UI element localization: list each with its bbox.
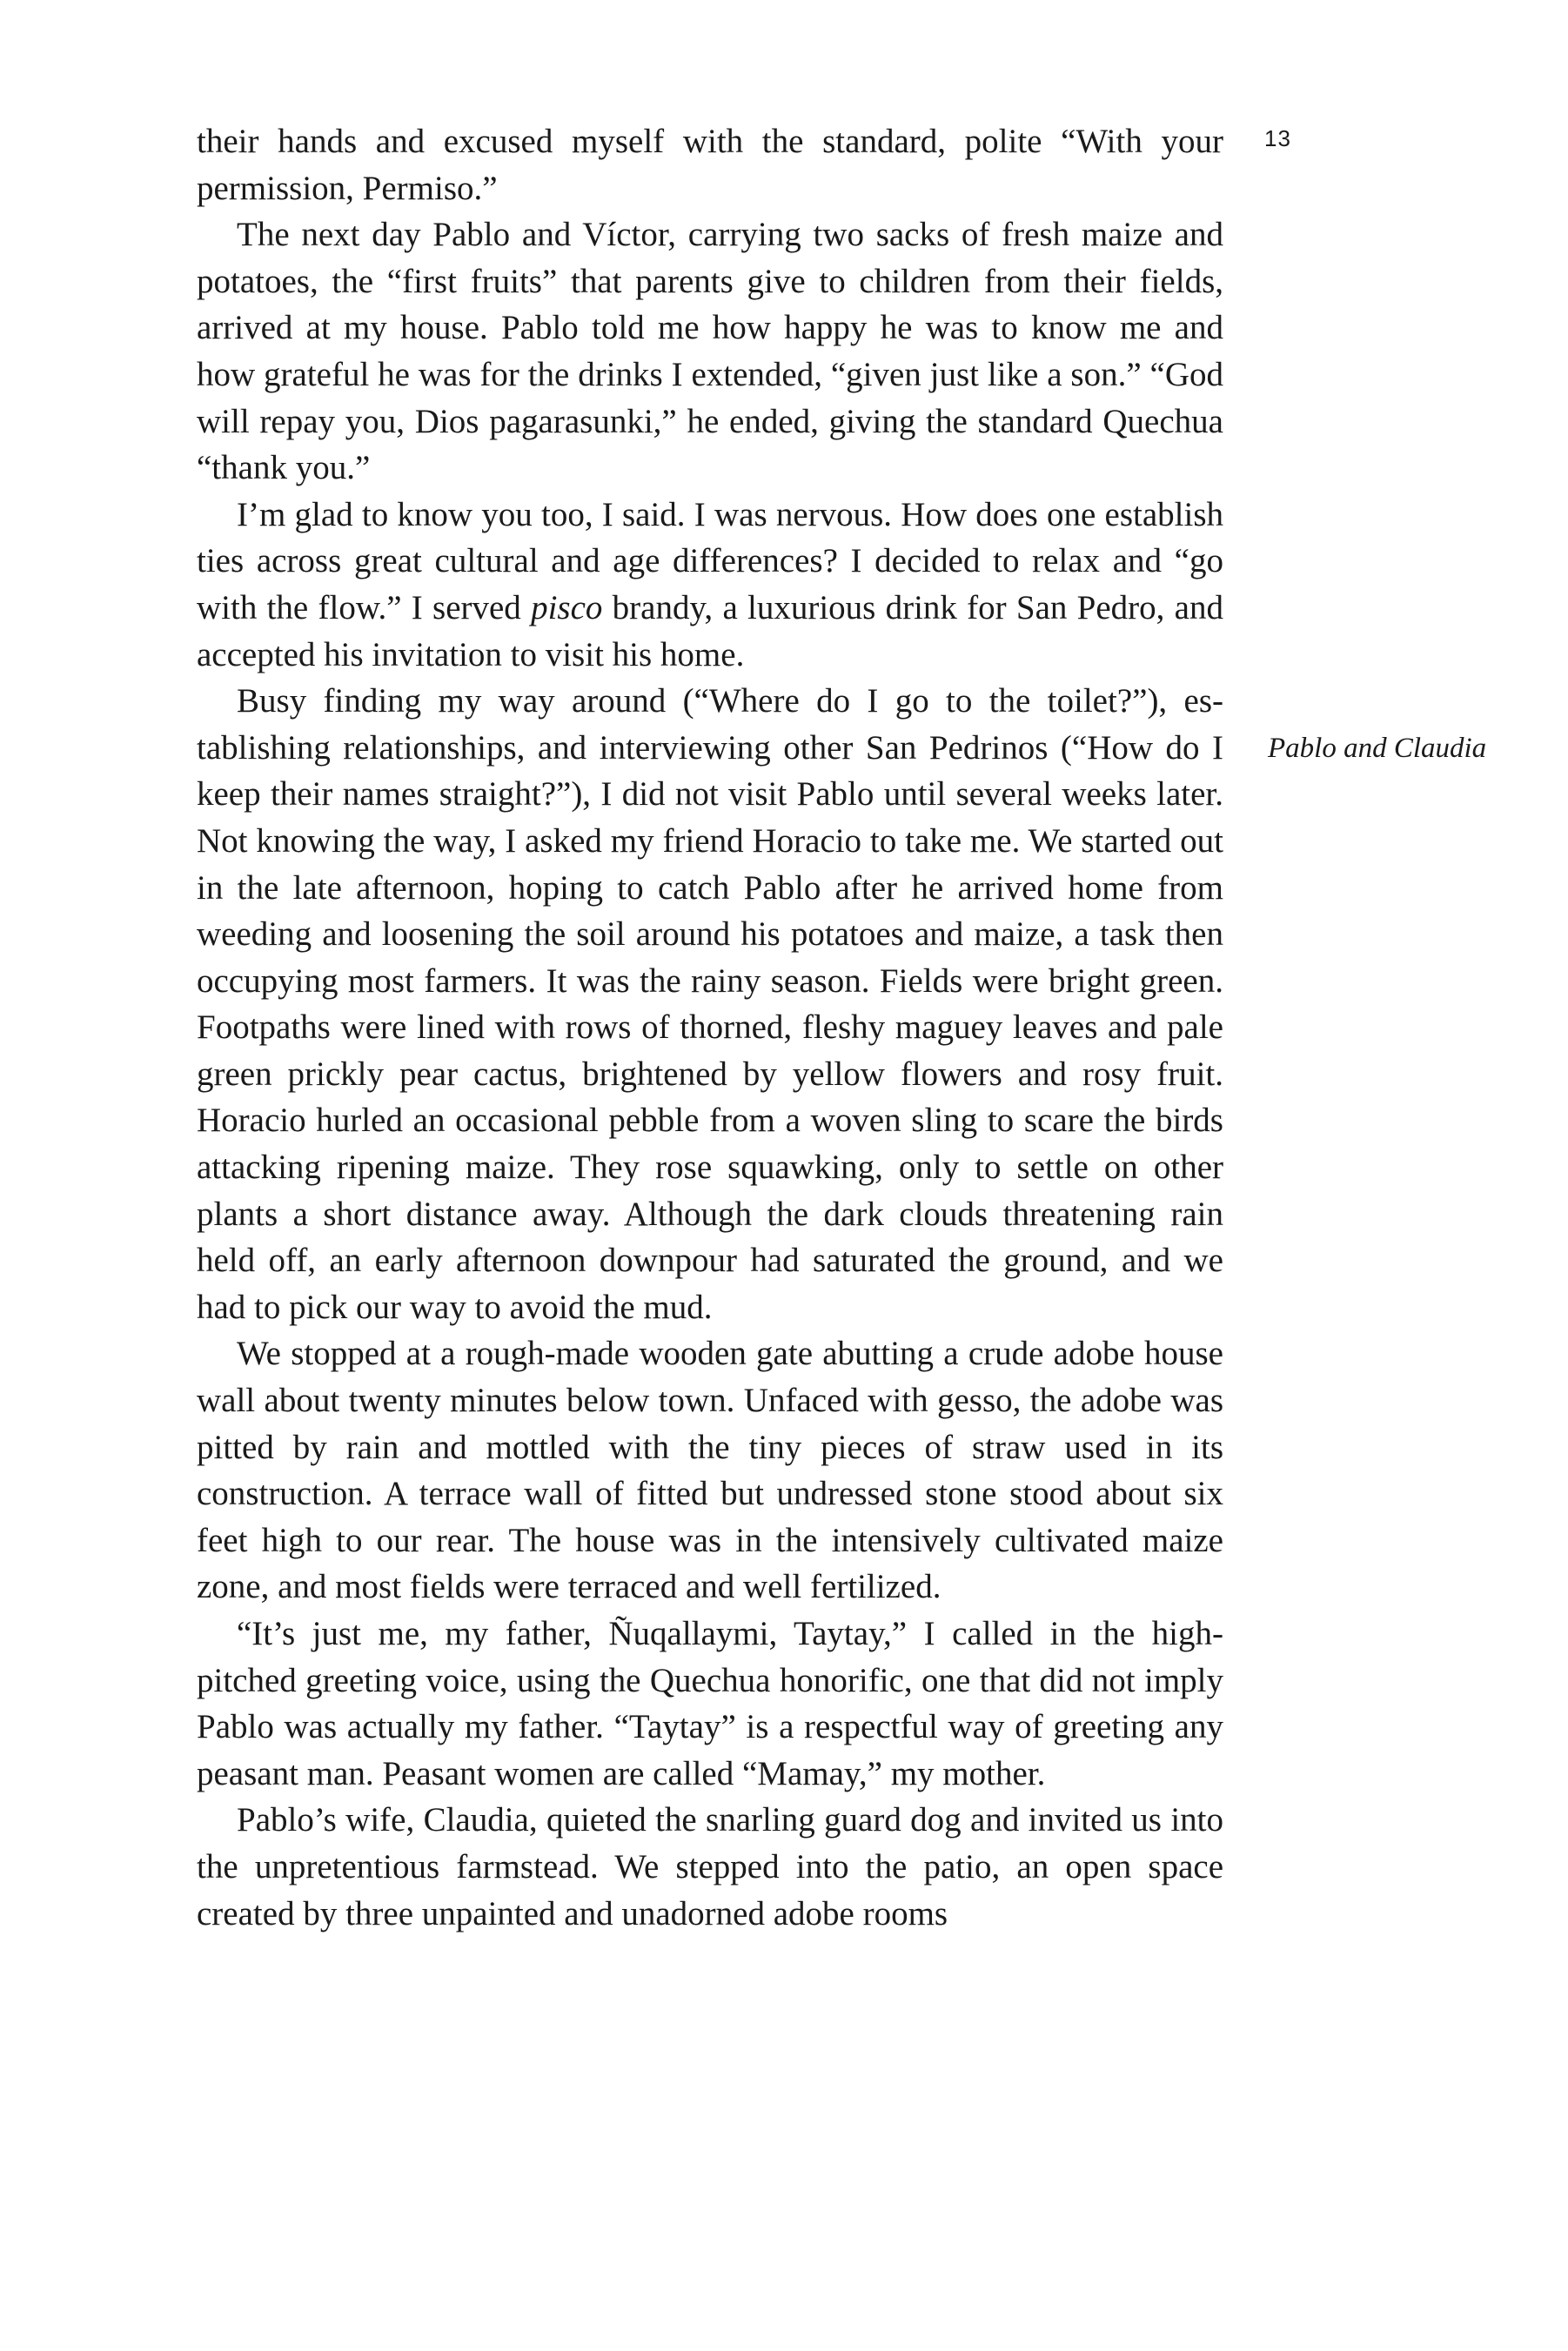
paragraph-1: their hands and excused myself with the standard, polite “With your permission, Permiso.” — [197, 123, 1223, 207]
paragraph-7: Pablo’s wife, Claudia, quieted the snarling guard dog and invited us into the unpretentious farmstead. We stepped into the patio, an open space created by three unpainted and unadorned adobe rooms — [197, 1801, 1223, 1932]
paragraph-6: “It’s just me, my father, Ñuqallaymi, Taytay,” I called in the high-pitched greeting voice, using the Quechua honorific, one that did not imply Pablo was actually my father. “Taytay” is a respectful way of greeting any peasant man. Peasant women are called “Mamay,” my mother. — [197, 1615, 1223, 1792]
paragraph-5: We stopped at a rough-made wooden gate abutting a crude adobe house wall about twenty minutes below town. Unfaced with gesso, the adobe was pitted by rain and mottled with the tiny pieces of straw used in its construction. A terrace wall of fitted but undressed stone stood about six feet high to our rear. The house was in the intensively cultivated maize zone, and most fields were terraced and well fertilized. — [197, 1335, 1223, 1606]
paragraph-3-text-end: brandy, a luxurious drink for San Pedro, and accepted his invitation to visit his home. — [197, 588, 1223, 673]
paragraph-3 — [197, 492, 1223, 678]
paragraph-4: Busy finding my way around (“Where do I go to the toilet?”), establishing relationships, and interviewing other San Pedrinos (“How do I keep their names straight?”), I did not visit Pablo until several weeks later. Not knowing the way, I asked my friend Horacio to take me. We started out in the late afternoon, hoping to catch Pablo after he arrived home from weeding and loosening the soil around his potatoes and maize, a task then occupying most farmers. It was the rainy season. Fields were bright green. Footpaths were lined with rows of thorned, fleshy maguey leaves and pale green prickly pear cactus, brightened by yellow flowers and rosy fruit. Horacio hurled an occasional pebble from a woven sling to scare the birds attacking ripening maize. They rose squawking, only to settle on other plants a short distance away. Although the dark clouds threatening rain held off, an early afternoon downpour had saturated the ground, and we had to pick our way to avoid the mud. — [197, 682, 1223, 1326]
paragraph-2: The next day Pablo and Víctor, carrying two sacks of fresh maize and potatoes, the “first fruits” that parents give to children from their fields, arrived at my house. Pablo told me how happy he was to know me and how grateful he was for the drinks I extended, “given just like a son.” “God will repay you, Dios pagarasunki,” he ended, giving the standard Quechua “thank you.” — [197, 216, 1223, 487]
paragraph-3-text-start: I’m glad to know you too, I said. I was nervous. How does one establish ties across great cultural and age differences? I decided to relax and “go with the flow.” I served — [197, 495, 1223, 626]
paragraph-3-italic-word: pisco — [531, 588, 603, 626]
body-text — [197, 118, 1223, 1937]
page-number: 13 — [1264, 125, 1291, 151]
running-head: Pablo and Claudia — [1268, 733, 1487, 764]
